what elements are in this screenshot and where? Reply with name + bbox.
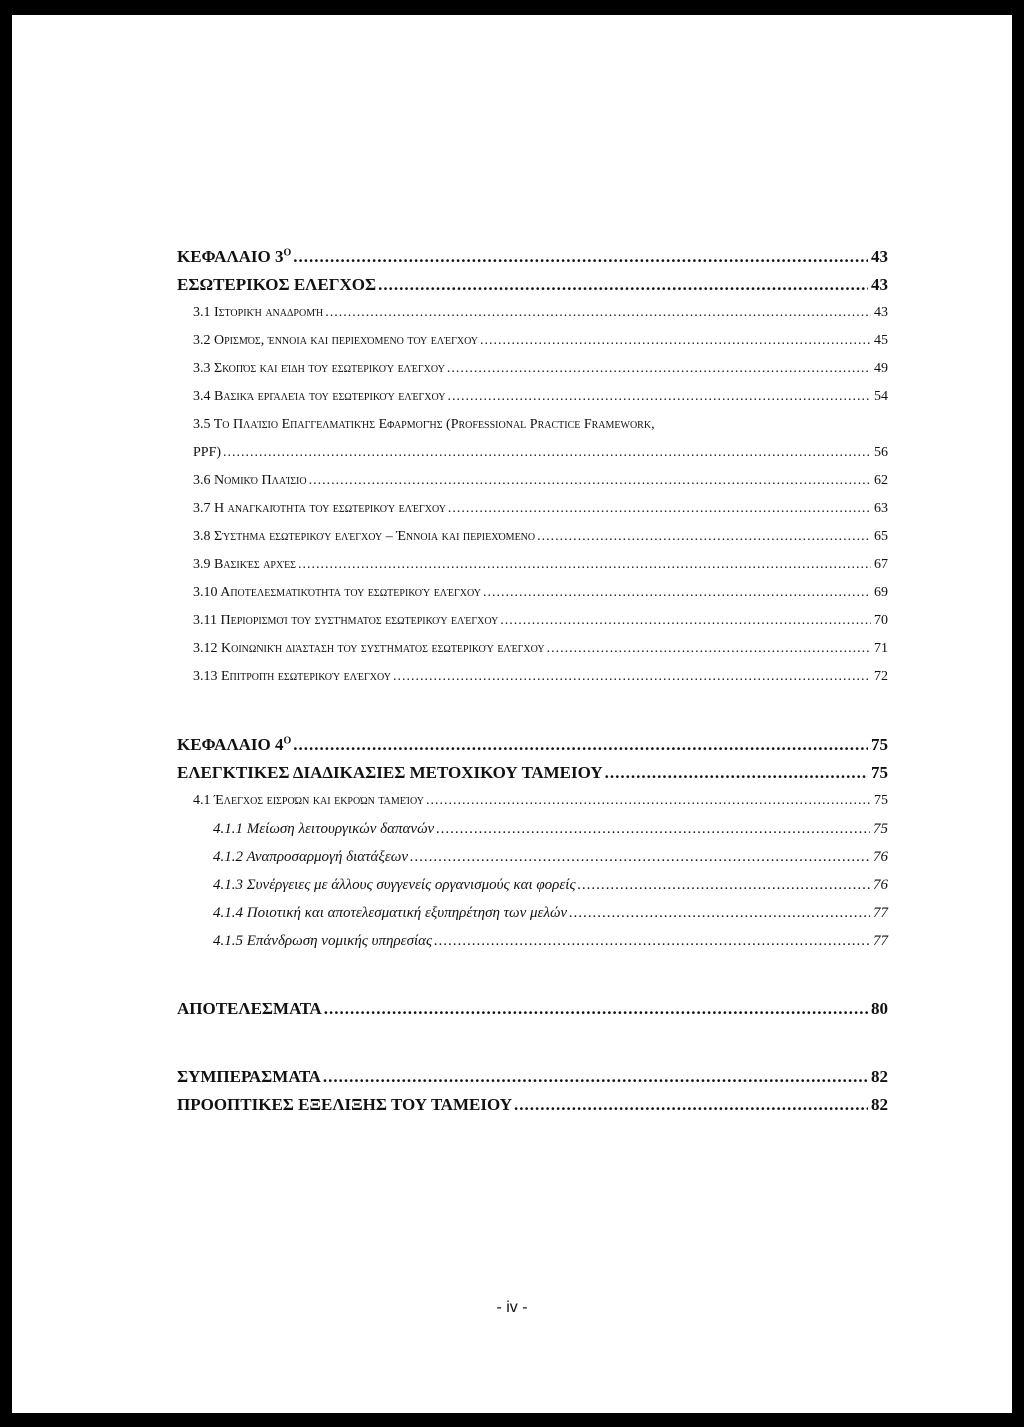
toc-entry-title: ΕΛΕΓΚΤΙΚΕΣ ΔΙΑΔΙΚΑΣΙΕΣ ΜΕΤΟΧΙΚΟΥ ΤΑΜΕΙΟΥ	[177, 762, 603, 782]
toc-entry-title: 3.13 Επιτροπή εσωτερικού ελέγχου	[193, 668, 391, 684]
toc-section[interactable]	[177, 523, 888, 551]
dot-leader	[448, 495, 871, 523]
dot-leader	[393, 663, 871, 691]
toc-page-number: 54	[874, 388, 888, 404]
toc-entry-title: ΠΡΟΟΠΤΙΚΕΣ ΕΞΕΛΙΞΗΣ ΤΟΥ ΤΑΜΕΙΟΥ	[177, 1094, 513, 1114]
toc-entry-title: 3.12 Κοινωνική διάσταση του συστήματος εσωτερικού ελέγχου	[193, 640, 545, 656]
toc-page-number: 43	[871, 274, 888, 294]
toc-entry-title: PPF)	[193, 444, 222, 460]
toc-chapter-4[interactable]	[177, 731, 888, 759]
toc-page-number: 56	[874, 444, 888, 460]
toc-entry-title: 4.1.5 Επάνδρωση νομικής υπηρεσίας	[213, 932, 433, 949]
dot-leader	[293, 731, 868, 759]
toc-chapter-4-title[interactable]	[177, 759, 888, 787]
dot-leader	[578, 871, 870, 899]
dot-leader	[447, 355, 871, 383]
toc-entry-title: 3.7 Η αναγκαιότητα του εσωτερικού ελέγχου	[193, 500, 446, 516]
toc-page-number: 62	[874, 472, 888, 488]
toc-page-number: 77	[873, 932, 888, 949]
toc-page-number: 43	[871, 246, 888, 266]
toc-section[interactable]	[177, 327, 888, 355]
toc-page-number: 70	[874, 612, 888, 628]
dot-leader	[537, 523, 871, 551]
toc-page-number: 77	[873, 904, 888, 921]
toc-section[interactable]	[177, 635, 888, 663]
toc-page-number: 71	[874, 640, 888, 656]
toc-entry-title: 3.1 Ιστορική αναδρομή	[193, 304, 324, 320]
toc-subsection[interactable]	[177, 843, 888, 871]
toc-page-number: 63	[874, 500, 888, 516]
dot-leader	[605, 759, 868, 787]
dot-leader	[309, 467, 871, 495]
dot-leader	[426, 787, 871, 815]
toc-conclusions[interactable]	[177, 1063, 888, 1091]
page-number-footer: - iv -	[496, 1298, 528, 1316]
toc-entry-title: 4.1.2 Αναπροσαρμογή διατάξεων	[213, 848, 408, 865]
toc-entry-title: 4.1.3 Συνέργειες με άλλους συγγενείς οργανισμούς και φορείς	[213, 876, 576, 893]
dot-leader	[569, 899, 870, 927]
toc-section[interactable]	[177, 467, 888, 495]
toc-page-number: 75	[871, 734, 888, 754]
toc-entry-title: ΕΣΩΤΕΡΙΚΟΣ ΕΛΕΓΧΟΣ	[177, 274, 377, 294]
toc-entry-title: 3.4 Βασικά εργαλεία του εσωτερικού ελέγχου	[193, 388, 446, 404]
toc-page-number: 80	[871, 998, 888, 1018]
toc-entry-title: 3.3 Σκοπός και είδη του εσωτερικού ελέγχου	[193, 360, 445, 376]
toc-page-number: 69	[874, 584, 888, 600]
dot-leader	[547, 635, 871, 663]
toc-page-number: 75	[873, 820, 888, 837]
dot-leader	[325, 299, 871, 327]
toc-entry-title: 4.1.4 Ποιοτική και αποτελεσματική εξυπηρέτηση των μελών	[213, 904, 568, 921]
dot-leader	[483, 579, 871, 607]
dot-leader	[293, 243, 868, 271]
toc-subsection[interactable]	[177, 815, 888, 843]
dot-leader	[480, 327, 871, 355]
toc-entry-title: 3.6 Νομικό Πλαίσιο	[193, 472, 307, 488]
toc-page-number: 75	[871, 762, 888, 782]
toc-chapter-3[interactable]	[177, 243, 888, 271]
toc-entry-title: 3.8 Σύστημα εσωτερικού ελέγχου – Έννοια και περιεχόμενο	[193, 528, 536, 544]
toc-section[interactable]	[177, 663, 888, 691]
dot-leader	[323, 1063, 868, 1091]
dot-leader	[324, 995, 868, 1023]
toc-page-number: 82	[871, 1094, 888, 1114]
dot-leader	[436, 815, 870, 843]
toc-page-number: 43	[874, 304, 888, 320]
toc-spacer	[177, 955, 888, 995]
dot-leader	[434, 927, 870, 955]
dot-leader	[378, 271, 868, 299]
toc-section[interactable]	[177, 787, 888, 815]
toc-page-number: 76	[873, 876, 888, 893]
toc-section[interactable]	[177, 383, 888, 411]
toc-section[interactable]	[177, 579, 888, 607]
dot-leader	[298, 551, 871, 579]
toc-subsection[interactable]	[177, 899, 888, 927]
toc-page-number: 45	[874, 332, 888, 348]
table-of-contents	[177, 243, 888, 1119]
toc-entry-title: 4.1.1 Μείωση λειτουργικών δαπανών	[213, 820, 435, 837]
toc-prospects[interactable]	[177, 1091, 888, 1119]
toc-chapter-3-title[interactable]	[177, 271, 888, 299]
toc-section[interactable]	[177, 355, 888, 383]
dot-leader	[447, 383, 871, 411]
toc-entry-title: 3.9 Βασικές αρχές	[193, 556, 296, 572]
toc-page-number: 67	[874, 556, 888, 572]
toc-entry-title: ΚΕΦΑΛΑΙΟ $3^O$	[177, 246, 292, 266]
toc-section[interactable]	[177, 551, 888, 579]
toc-spacer	[177, 691, 888, 731]
dot-leader	[514, 1091, 868, 1119]
dot-leader	[410, 843, 870, 871]
toc-entry-title: ΚΕΦΑΛΑΙΟ $4^O$	[177, 734, 292, 754]
toc-entry-title: 3.10 Αποτελεσματικότητα του εσωτερικού ελέγχου	[193, 584, 481, 600]
toc-entry-title: 4.1 Έλεγχος εισροών και εκροών ταμείου	[193, 792, 424, 808]
toc-page-number: 82	[871, 1066, 888, 1086]
toc-entry-title: 3.2 Ορισμός, έννοια και περιεχόμενο του ελέγχου	[193, 332, 479, 348]
toc-entry-title: 3.11 Περιορισμοί του συστήματος εσωτερικού ελέγχου	[193, 612, 499, 628]
toc-subsection[interactable]	[177, 871, 888, 899]
toc-page-number: 65	[874, 528, 888, 544]
toc-section[interactable]	[177, 607, 888, 635]
toc-subsection[interactable]	[177, 927, 888, 955]
document-sheet	[12, 15, 1012, 1413]
toc-entry-title: ΣΥΜΠΕΡΑΣΜΑΤΑ	[177, 1066, 321, 1086]
toc-spacer	[177, 1023, 888, 1063]
toc-section[interactable]	[177, 299, 888, 327]
toc-section[interactable]	[177, 495, 888, 523]
toc-section-wrapped-line[interactable]: 3.5 Το Πλαίσιο Επαγγελματικής Εφαρμογής (Professional Practice Framework,	[193, 416, 655, 432]
toc-entry-title: ΑΠΟΤΕΛΕΣΜΑΤΑ	[177, 998, 322, 1018]
toc-page-number: 75	[874, 792, 888, 808]
toc-section[interactable]	[177, 439, 888, 467]
toc-results[interactable]	[177, 995, 888, 1023]
toc-page-number: 72	[874, 668, 888, 684]
dot-leader	[223, 439, 871, 467]
toc-page-number: 76	[873, 848, 888, 865]
dot-leader	[500, 607, 871, 635]
toc-page-number: 49	[874, 360, 888, 376]
